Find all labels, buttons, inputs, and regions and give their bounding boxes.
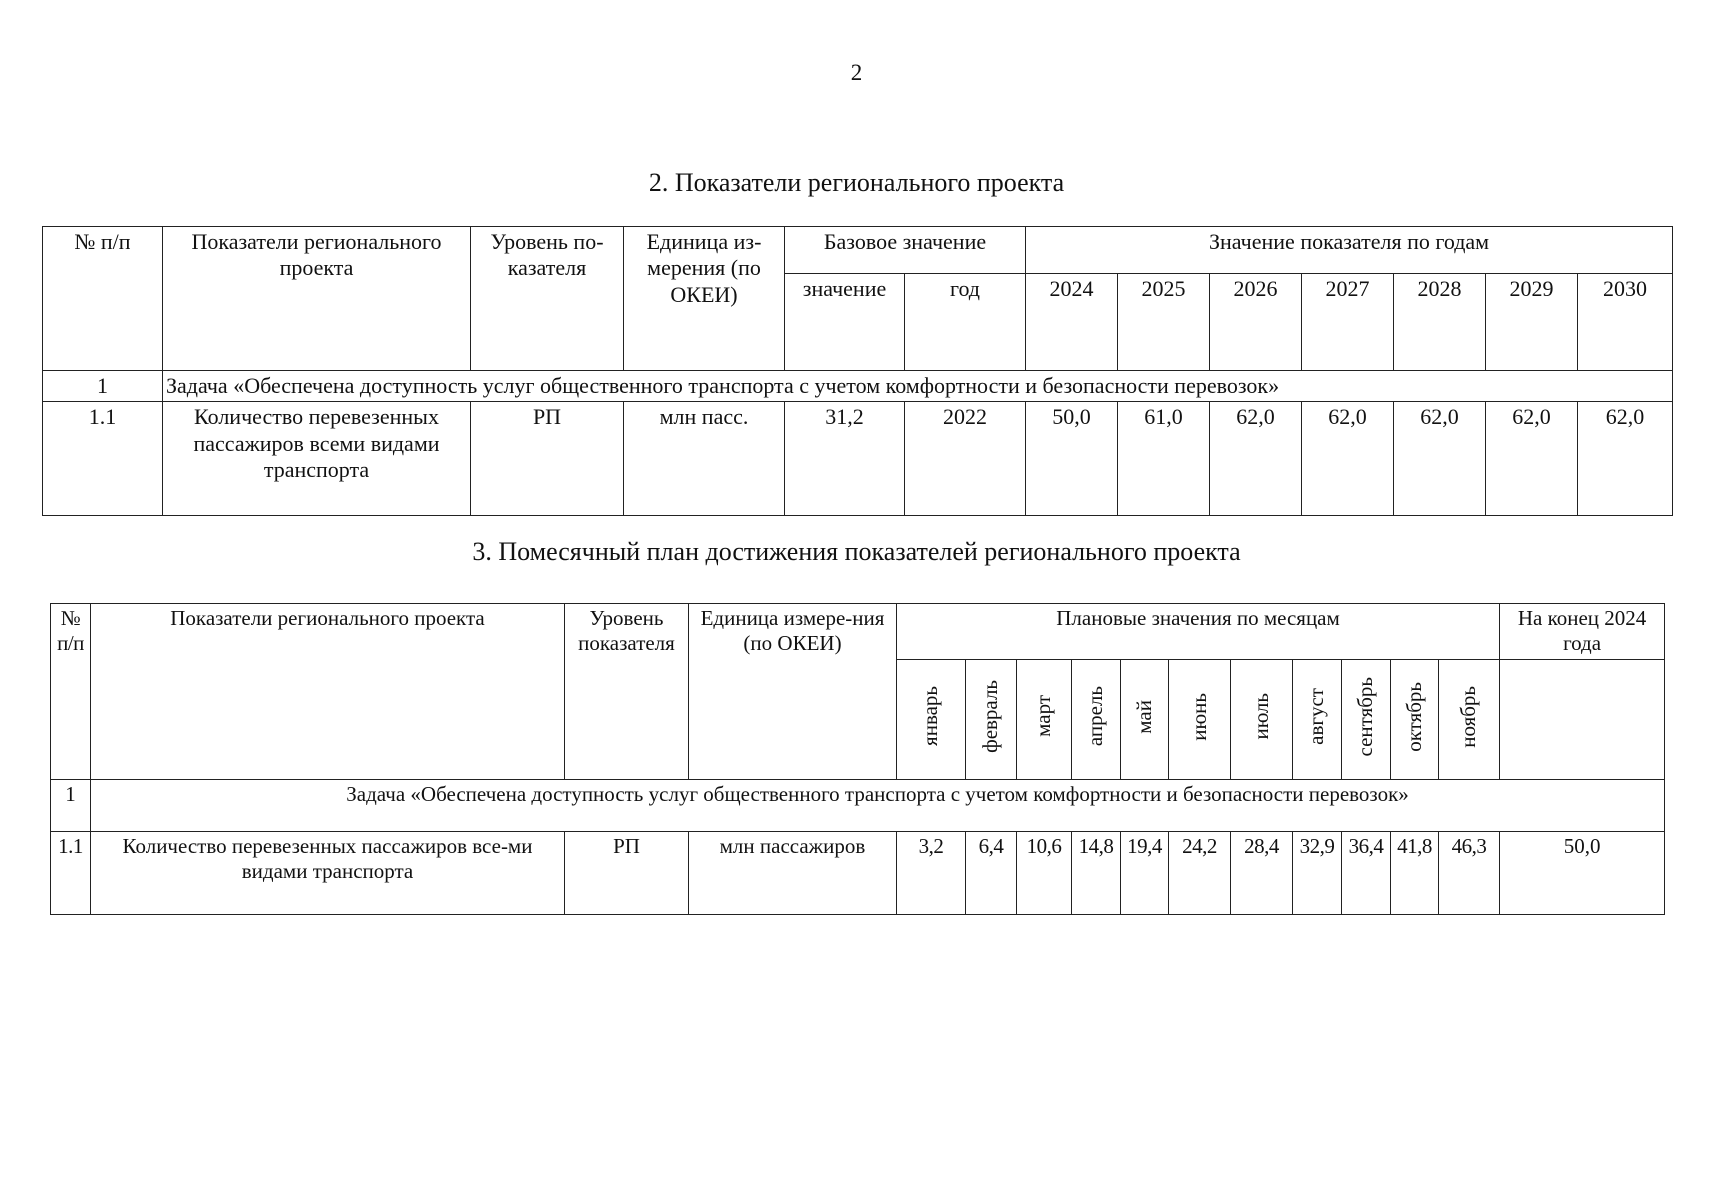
table3-task-row — [51, 780, 1665, 832]
row-unit: млн пассажиров — [689, 832, 897, 915]
header-unit: Единица измере-ния (по ОКЕИ) — [689, 604, 897, 780]
header-year-end-blank — [1500, 660, 1665, 780]
row-year-value: 62,0 — [1486, 402, 1578, 516]
row-month-value: 32,9 — [1293, 832, 1342, 915]
row-year-value: 61,0 — [1118, 402, 1210, 516]
row-indicator: Количество перевезенных пассажиров все-ми видами транспорта — [91, 832, 565, 915]
header-year: 2030 — [1578, 274, 1673, 371]
table2-header-row-1 — [43, 227, 1673, 274]
month-label: октябрь — [1401, 681, 1426, 752]
header-num: № п/п — [51, 604, 91, 780]
row-level: РП — [565, 832, 689, 915]
header-indicator: Показатели регионального проекта — [91, 604, 565, 780]
row-year-value: 62,0 — [1394, 402, 1486, 516]
section-3-title: 3. Помесячный план достижения показателей регионального проекта — [472, 537, 1241, 566]
header-month — [1017, 660, 1072, 780]
row-month-value: 41,8 — [1391, 832, 1439, 915]
month-label: август — [1304, 687, 1329, 745]
header-month — [1439, 660, 1500, 780]
header-by-years: Значение показателя по годам — [1026, 227, 1673, 274]
table2-data-row — [43, 402, 1673, 516]
month-label: январь — [918, 686, 943, 747]
header-base-value: значение — [785, 274, 905, 371]
header-year: 2027 — [1302, 274, 1394, 371]
row-year-value: 62,0 — [1578, 402, 1673, 516]
month-label: июнь — [1186, 692, 1211, 741]
task-text: Задача «Обеспечена доступность услуг общественного транспорта с учетом комфортности и безопасности перевозок» — [91, 780, 1665, 832]
header-month — [1231, 660, 1293, 780]
month-label: февраль — [978, 679, 1003, 753]
header-base: Базовое значение — [785, 227, 1026, 274]
month-label: март — [1031, 695, 1056, 738]
header-year: 2029 — [1486, 274, 1578, 371]
header-month — [1342, 660, 1391, 780]
row-year-value: 62,0 — [1210, 402, 1302, 516]
row-month-value: 14,8 — [1072, 832, 1121, 915]
header-monthly: Плановые значения по месяцам — [897, 604, 1500, 660]
row-month-value: 10,6 — [1017, 832, 1072, 915]
row-base-value: 31,2 — [785, 402, 905, 516]
task-num: 1 — [43, 371, 163, 402]
table3-data-row — [51, 832, 1665, 915]
header-month — [897, 660, 966, 780]
row-indicator: Количество перевезенных пассажиров всеми видами транспорта — [163, 402, 471, 516]
section-2-title: 2. Показатели регионального проекта — [648, 168, 1065, 197]
row-num: 1.1 — [43, 402, 163, 516]
header-month — [1169, 660, 1231, 780]
header-month — [966, 660, 1017, 780]
indicators-table — [42, 226, 1673, 516]
table3-header-row-1 — [51, 604, 1665, 660]
row-month-value: 19,4 — [1121, 832, 1169, 915]
row-year-value: 62,0 — [1302, 402, 1394, 516]
month-label: ноябрь — [1456, 685, 1481, 748]
row-month-value: 28,4 — [1231, 832, 1293, 915]
header-year: 2026 — [1210, 274, 1302, 371]
header-year: 2024 — [1026, 274, 1118, 371]
row-month-value: 3,2 — [897, 832, 966, 915]
row-base-year: 2022 — [905, 402, 1026, 516]
header-num: № п/п — [43, 227, 163, 371]
header-year: 2028 — [1394, 274, 1486, 371]
month-label: апрель — [1083, 686, 1108, 747]
month-label: июль — [1248, 693, 1273, 740]
task-num: 1 — [51, 780, 91, 832]
row-year-value: 50,0 — [1026, 402, 1118, 516]
month-label: май — [1131, 699, 1156, 734]
header-unit: Единица из-мерения (по ОКЕИ) — [624, 227, 785, 371]
header-month — [1391, 660, 1439, 780]
row-num: 1.1 — [51, 832, 91, 915]
header-base-year: год — [905, 274, 1026, 371]
header-year: 2025 — [1118, 274, 1210, 371]
header-year-end: На конец 2024 года — [1500, 604, 1665, 660]
header-indicator: Показатели регионального проекта — [163, 227, 471, 371]
task-text: Задача «Обеспечена доступность услуг общественного транспорта с учетом комфортности и безопасности перевозок» — [163, 371, 1673, 402]
row-level: РП — [471, 402, 624, 516]
header-month — [1293, 660, 1342, 780]
table2-task-row — [43, 371, 1673, 402]
monthly-plan-table — [50, 603, 1665, 915]
page-number: 2 — [850, 60, 863, 85]
row-year-end: 50,0 — [1500, 832, 1665, 915]
row-month-value: 36,4 — [1342, 832, 1391, 915]
row-month-value: 24,2 — [1169, 832, 1231, 915]
header-month — [1121, 660, 1169, 780]
row-unit: млн пасс. — [624, 402, 785, 516]
month-label: сентябрь — [1353, 676, 1378, 757]
header-level: Уровень показателя — [565, 604, 689, 780]
header-level: Уровень по-казателя — [471, 227, 624, 371]
row-month-value: 6,4 — [966, 832, 1017, 915]
header-month — [1072, 660, 1121, 780]
row-month-value: 46,3 — [1439, 832, 1500, 915]
